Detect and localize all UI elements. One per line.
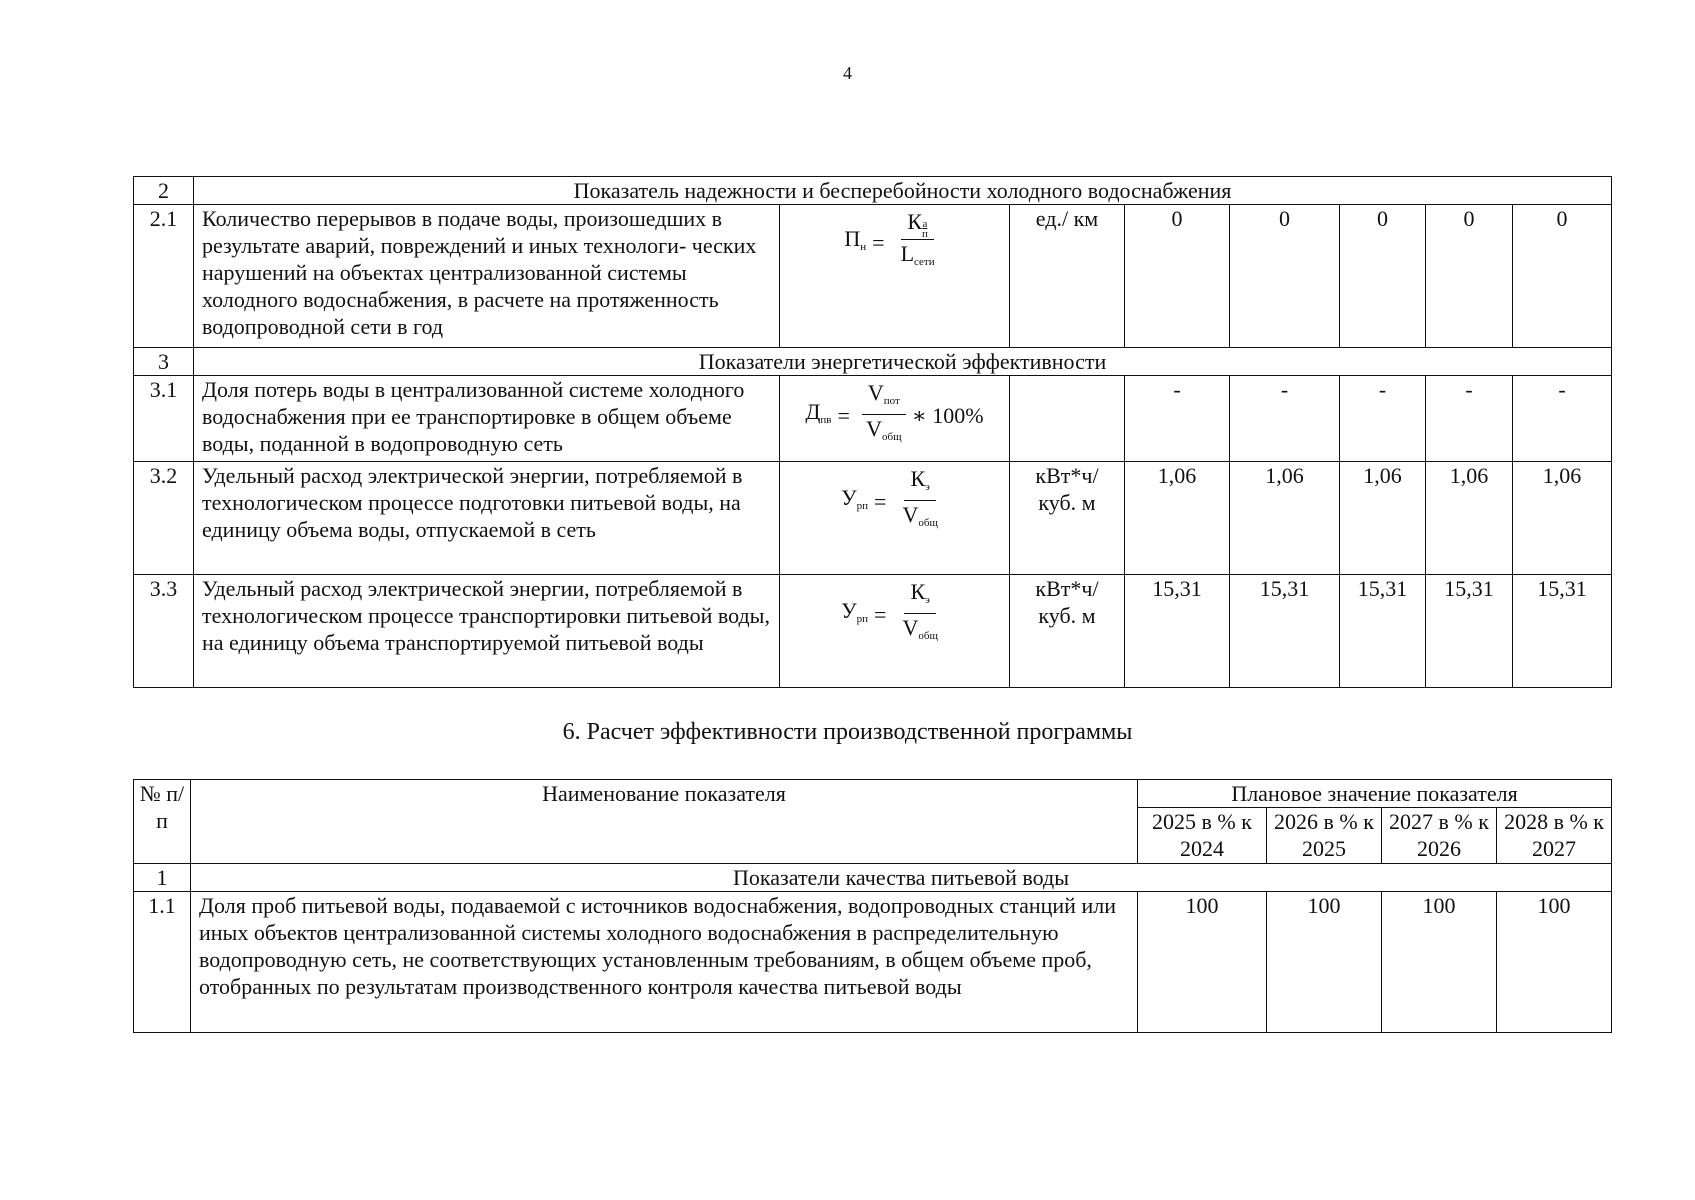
value: 15,31 (1340, 575, 1426, 688)
unit: кВт*ч/ куб. м (1010, 575, 1125, 688)
header-year: 2026 в % к 2025 (1267, 808, 1382, 864)
value: 1,06 (1230, 462, 1340, 575)
row-number: 3.2 (134, 462, 194, 575)
value: 0 (1513, 205, 1612, 348)
section-row (134, 348, 1612, 376)
section-number: 2 (134, 177, 194, 205)
value: 15,31 (1125, 575, 1230, 688)
value: - (1125, 376, 1230, 462)
value: 0 (1426, 205, 1513, 348)
header-name: Наименование показателя (191, 780, 1138, 864)
value: 0 (1125, 205, 1230, 348)
header-number: № п/п (134, 780, 191, 864)
formula-cell (780, 462, 1010, 575)
table-row (134, 575, 1612, 688)
value: 100 (1382, 892, 1497, 1033)
row-number: 2.1 (134, 205, 194, 348)
indicator-name: Удельный расход электрической энергии, потребляемой в технологическом процессе подготовки питьевой воды, на единицу объема воды, отпускаемой в сеть (194, 462, 780, 575)
formula-fraction: К а п $L_{сети}$ (900, 209, 935, 268)
page-number: 4 (843, 63, 852, 83)
value: 1,06 (1426, 462, 1513, 575)
formula-fraction: $\frac{К_э}{V_{общ}}$ (902, 466, 938, 529)
value: 1,06 (1340, 462, 1426, 575)
formula: $Д_{пв}$ = $\frac{V_{пот}}{V_{общ}}$ ∗ 100% (788, 376, 1001, 451)
formula: $П_н$ = К а п $L_{сети}$ (788, 205, 1001, 276)
formula-cell (780, 205, 1010, 348)
formula: $У_{рп}$ = $\frac{К_э}{V_{общ}}$ (788, 575, 1001, 650)
value: - (1513, 376, 1612, 462)
header-year: 2028 в % к 2027 (1497, 808, 1612, 864)
row-number: 3.1 (134, 376, 194, 462)
section-heading: 6. Расчет эффективности производственной программы (562, 719, 1133, 745)
indicators-table (133, 176, 1612, 688)
formula-cell (780, 376, 1010, 462)
section-title: Показатели качества питьевой воды (191, 864, 1612, 892)
value: 1,06 (1125, 462, 1230, 575)
efficiency-table (133, 779, 1612, 1033)
value: 15,31 (1513, 575, 1612, 688)
header-row (134, 780, 1612, 808)
unit: ед./ км (1010, 205, 1125, 348)
formula-fraction: $\frac{К_э}{V_{общ}}$ (902, 579, 938, 642)
section-row (134, 177, 1612, 205)
section-row (134, 864, 1612, 892)
value: 100 (1267, 892, 1382, 1033)
indicator-name: Удельный расход электрической энергии, потребляемой в технологическом процессе транспортировки питьевой воды, на единицу объема транспортируемой питьевой воды (194, 575, 780, 688)
value: 1,06 (1513, 462, 1612, 575)
value: 0 (1340, 205, 1426, 348)
value: 15,31 (1426, 575, 1513, 688)
formula-fraction: $\frac{V_{пот}}{V_{общ}}$ (862, 380, 906, 451)
value: 100 (1497, 892, 1612, 1033)
header-year: 2025 в % к 2024 (1138, 808, 1267, 864)
header-year: 2027 в % к 2026 (1382, 808, 1497, 864)
section-title: Показатели энергетической эффективности (194, 348, 1612, 376)
value: 100 (1138, 892, 1267, 1033)
formula: $У_{рп}$ = $\frac{К_э}{V_{общ}}$ (788, 462, 1001, 537)
formula-cell (780, 575, 1010, 688)
value: 0 (1230, 205, 1340, 348)
formula-lhs: $П_н$ (844, 225, 867, 253)
section-title: Показатель надежности и бесперебойности холодного водоснабжения (194, 177, 1612, 205)
value: - (1230, 376, 1340, 462)
unit: кВт*ч/ куб. м (1010, 462, 1125, 575)
value: 15,31 (1230, 575, 1340, 688)
table-row (134, 892, 1612, 1033)
value: - (1340, 376, 1426, 462)
indicator-name: Доля проб питьевой воды, подаваемой с источников водоснабжения, водопроводных станций или иных объектов централизованной системы холодного водоснабжения в распределительную водопроводную сеть, не соответствующих установленным требованиям, в общем объеме проб, отобранных по результатам производственного контроля качества питьевой воды (191, 892, 1138, 1033)
section-number: 3 (134, 348, 194, 376)
indicator-name: Количество перерывов в подаче воды, произошедших в результате аварий, повреждений и иных технологи- ческих нарушений на объектах централизованной системы холодного водоснабжения, в расчете на протяженность водопроводной сети в год (194, 205, 780, 348)
indicator-name: Доля потерь воды в централизованной системе холодного водоснабжения при ее транспортировке в общем объеме воды, поданной в водопроводную сеть (194, 376, 780, 462)
table-row (134, 462, 1612, 575)
header-planned: Плановое значение показателя (1138, 780, 1612, 808)
table-row (134, 205, 1612, 348)
section-number: 1 (134, 864, 191, 892)
unit (1010, 376, 1125, 462)
row-number: 1.1 (134, 892, 191, 1033)
value: - (1426, 376, 1513, 462)
table-row (134, 376, 1612, 462)
row-number: 3.3 (134, 575, 194, 688)
